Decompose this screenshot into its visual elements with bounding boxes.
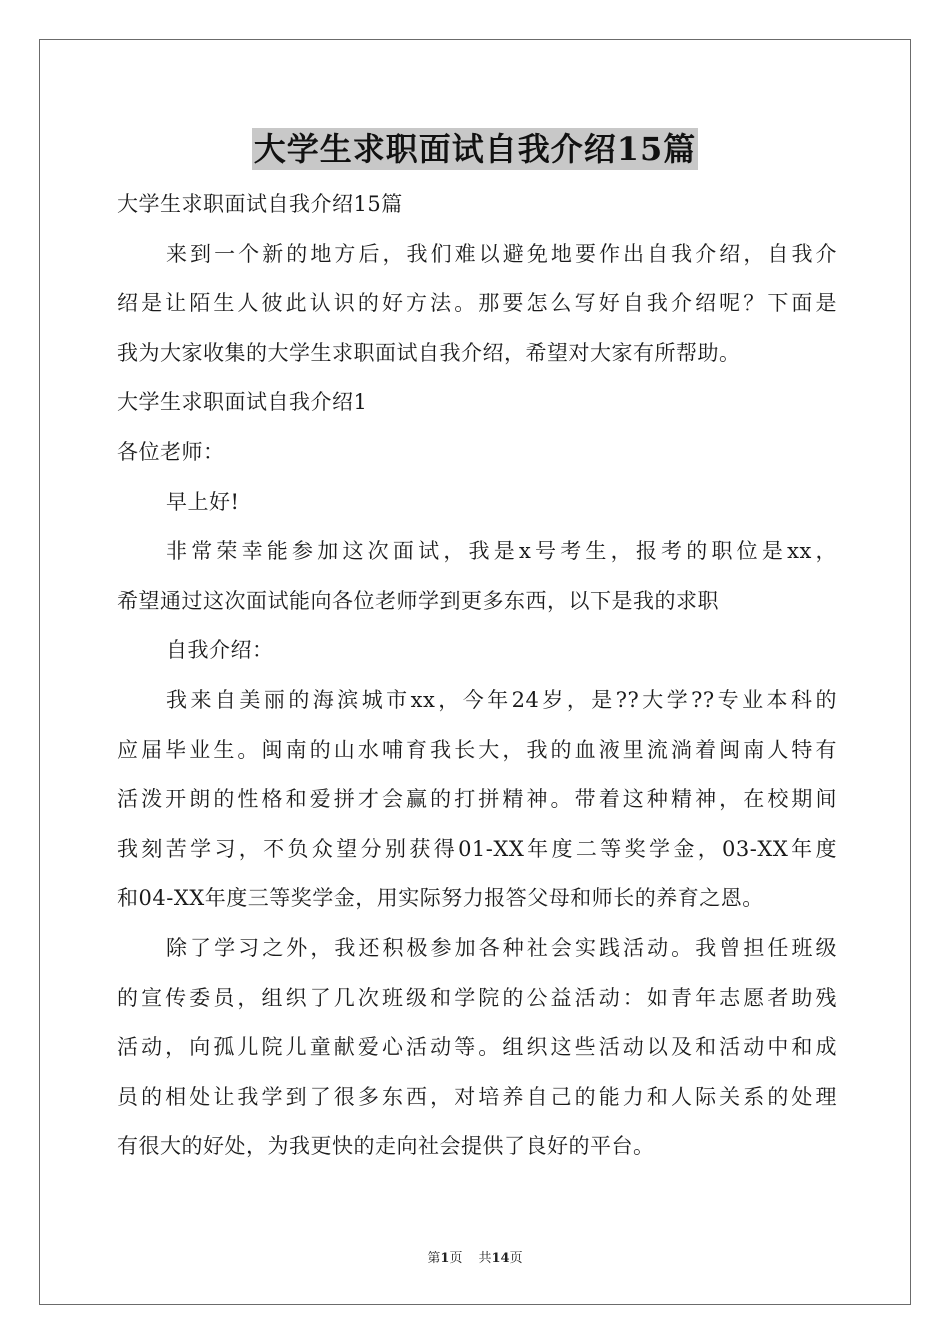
text-line: 大学生求职面试自我介绍1 xyxy=(117,390,368,415)
text-line: 除了学习之外，我还积极参加各种社会实践活动。我曾担任班级 xyxy=(166,935,837,960)
document-body xyxy=(117,180,837,1172)
text-line: 早上好! xyxy=(166,489,240,514)
text-line: 各位老师： xyxy=(117,439,225,464)
text-line: 我为大家收集的大学生求职面试自我介绍，希望对大家有所帮助。 xyxy=(117,340,741,365)
total-suffix: 页 xyxy=(509,1251,523,1266)
text-line: 来到一个新的地方后，我们难以避免地要作出自我介绍，自我介 xyxy=(166,241,837,266)
text-line: 活动，向孤儿院儿童献爱心活动等。组织这些活动以及和活动中和成 xyxy=(117,1035,837,1060)
text-line: 和04-XX年度三等奖学金，用实际努力报答父母和师长的养育之恩。 xyxy=(117,886,764,911)
text-line: 自我介绍： xyxy=(166,638,274,663)
text-line: 我刻苦学习，不负众望分别获得01-XX年度二等奖学金，03-XX年度 xyxy=(117,836,837,861)
text-line: 我来自美丽的海滨城市xx，今年24岁，是??大学??专业本科的 xyxy=(166,687,837,712)
text-line: 活泼开朗的性格和爱拼才会赢的打拼精神。带着这种精神，在校期间 xyxy=(117,787,837,812)
total-pages: 14 xyxy=(491,1251,510,1266)
text-line: 应届毕业生。闽南的山水哺育我长大，我的血液里流淌着闽南人特有 xyxy=(117,737,837,762)
document-title: 大学生求职面试自我介绍15篇 xyxy=(253,130,697,168)
title-wrap xyxy=(0,128,950,170)
text-line: 绍是让陌生人彼此认识的好方法。那要怎么写好自我介绍呢？下面是 xyxy=(117,291,837,316)
text-line: 的宣传委员，组织了几次班级和学院的公益活动：如青年志愿者助残 xyxy=(117,985,837,1010)
text-line: 员的相处让我学到了很多东西，对培养自己的能力和人际关系的处理 xyxy=(117,1084,837,1109)
page-prefix: 第 xyxy=(427,1251,441,1266)
text-line: 非常荣幸能参加这次面试，我是x号考生，报考的职位是xx， xyxy=(166,539,837,564)
text-line: 有很大的好处，为我更快的走向社会提供了良好的平台。 xyxy=(117,1134,655,1159)
page-number: 1 xyxy=(440,1251,450,1266)
page-footer xyxy=(0,1247,950,1266)
text-line: 希望通过这次面试能向各位老师学到更多东西，以下是我的求职 xyxy=(117,588,719,613)
total-prefix: 共 xyxy=(478,1251,492,1266)
page-suffix: 页 xyxy=(449,1251,463,1266)
text-line: 大学生求职面试自我介绍15篇 xyxy=(117,192,403,216)
